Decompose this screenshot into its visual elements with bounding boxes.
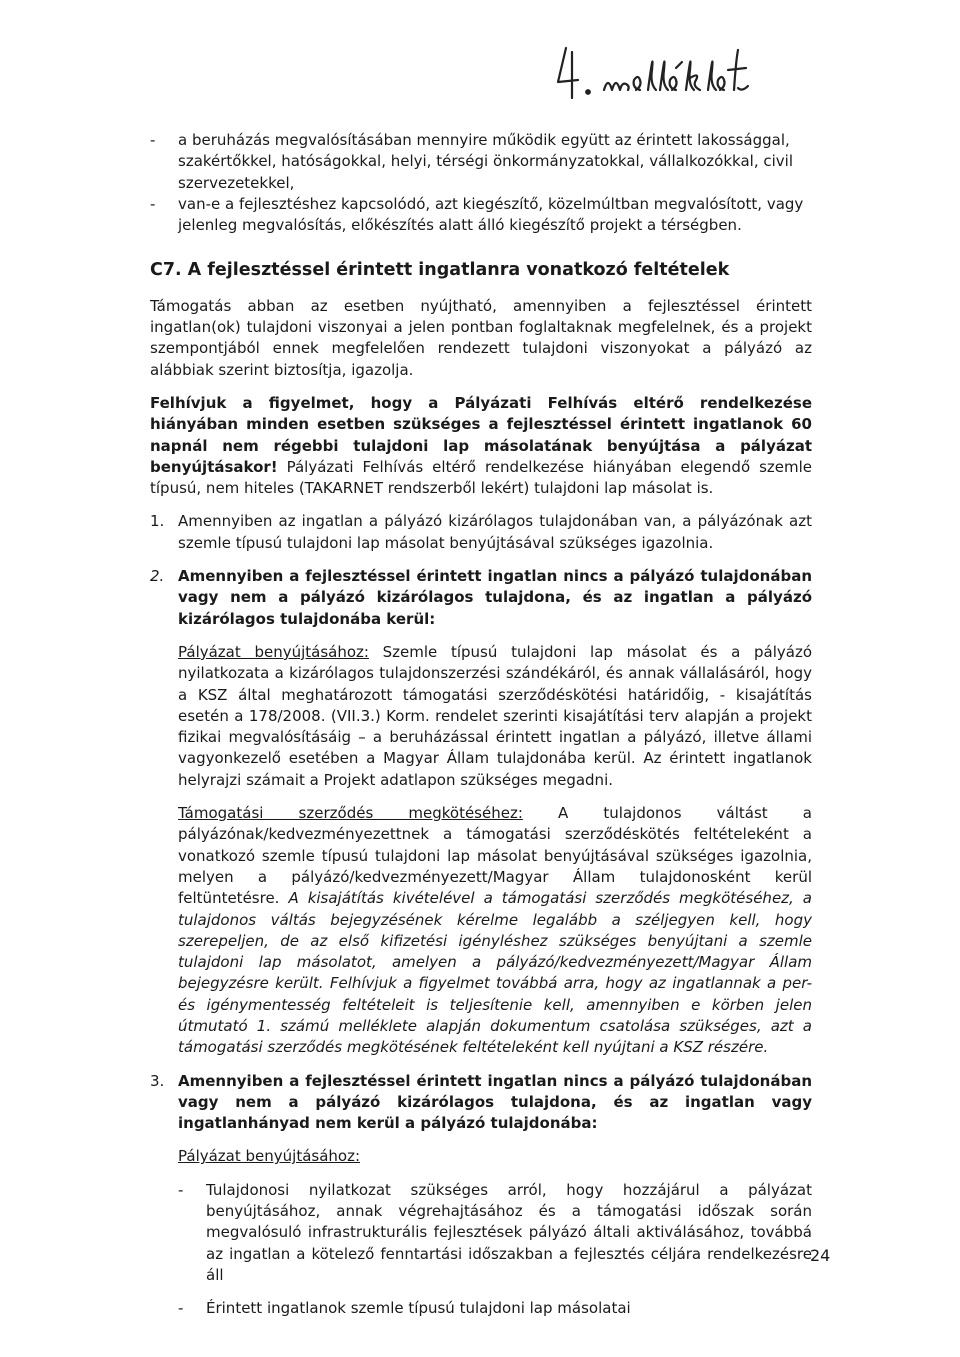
bullet-text: Tulajdonosi nyilatkozat szükséges arról, hogy hozzájárul a pályázat benyújtásához, annak végrehajtásához és a támogatási időszak során megvalósuló infrastrukturális fejlesztések pályázó általi aktiválásához, továbbá az ingatlan a kötelező fenntartási időszakban a fejlesztés céljára rendelkezésre áll xyxy=(206,1180,812,1284)
subsection-italic-text: A kisajátítás kivételével a támogatási szerződés megkötéséhez, a tulajdonos váltás bejegyzésének kérelme legalább a széljegyen kell, hogy szerepeljen, de az első kifizetési igényléshez szükséges benyújtani a szemle tulajdoni lap másolatot, amelyen a pályázó/kedvezményezett/Magyar Állam bejegyzésre került. Felhívjuk a figyelmet továbbá arra, hogy az ingatlannak a per- és igénymentesség feltételeit is teljesítenie kell, amennyiben e körben jelen útmutató 1. számú melléklete alapján dokumentum csatolása szükséges, azt a támogatási szerződés megkötésének feltételeként kell nyújtani a KSZ részére. xyxy=(178,889,812,1057)
section-label: C7. xyxy=(150,260,182,281)
numbered-item-3 xyxy=(150,1071,812,1320)
paragraph: Támogatás abban az esetben nyújtható, amennyiben a fejlesztéssel érintett ingatlan(ok) tulajdoni viszonyai a jelen pontban foglaltaknak megfelelnek, és a projekt szempontjából ennek megfelelően rendezett tulajdoni viszonyokat a pályázó az alábbiak szerint biztosítja, igazolja. xyxy=(150,296,812,379)
bullet-dash: - xyxy=(150,194,156,213)
bullet-dash: - xyxy=(150,131,156,149)
list-item xyxy=(150,130,812,194)
bullet-dash: - xyxy=(178,1180,184,1199)
bullet-text: van-e a fejlesztéshez kapcsolódó, azt kiegészítő, közelmúltban megvalósított, vagy jelenleg megvalósítás, előkészítés alatt álló kiegészítő projekt a térségben. xyxy=(178,194,804,235)
notice-text: Pályázati Felhívás eltérő rendelkezése hiányában elegendő szemle típusú, nem hiteles (TAKARNET rendszerből lekért) tulajdoni lap másolat is. xyxy=(150,457,812,498)
bullet-dash: - xyxy=(178,1299,184,1318)
item-number: 1. xyxy=(150,512,165,531)
list-item xyxy=(178,1180,812,1286)
handwritten-annotation xyxy=(552,30,802,105)
page-number: 24 xyxy=(810,1246,831,1265)
subsection-text: Szemle típusú tulajdoni lap másolat és a pályázó nyilatkozata a kizárólagos tulajdonszerzési szándékáról, és annak vállalásáról, hogy a KSZ által meghatározott támogatási szerződéskötési határidőig, - kisajátítás esetén a 178/2008. (VII.3.) Korm. rendelet szerinti kisajátítási terv alapján a projekt fizikai megvalósításáig – a beruházással érintett ingatlan a pályázó, illetve állami vagyonkezelő esetében a Magyar Állam tulajdonába kerül. Az érintett ingatlanok helyrajzi számait a Projekt adatlapon szükséges megadni. xyxy=(178,642,812,789)
subsection-text: A tulajdonos váltást a pályázónak/kedvezményezettnek a támogatási szerződéskötés feltételeként a vonatkozó szemle típusú tulajdoni lap másolat benyújtásával szükséges igazolnia, melyen a pályázó/kedvezményezett/Magyar Állam tulajdonosként kerül feltüntetésre. xyxy=(178,804,812,908)
item-title: Amennyiben a fejlesztéssel érintett ingatlan nincs a pályázó tulajdonában vagy nem a pályázó kizárólagos tulajdona, és az ingatlan vagy ingatlanhányad nem kerül a pályázó tulajdonába: xyxy=(178,1071,812,1133)
subsection-label: Támogatási szerződés megkötéséhez: xyxy=(178,804,523,823)
section-heading xyxy=(150,260,812,281)
document-body xyxy=(150,130,812,1320)
section-title: A fejlesztéssel érintett ingatlanra vonatkozó feltételek xyxy=(187,260,730,281)
item-text: Amennyiben az ingatlan a pályázó kizárólagos tulajdonában van, a pályázónak azt szemle típusú tulajdoni lap másolat benyújtásával szükséges igazolnia. xyxy=(178,512,812,552)
bullet-text: a beruházás megvalósításában mennyire működik együtt az érintett lakossággal, szakértőkkel, hatóságokkal, helyi, térségi önkormányzatokkal, vállalkozókkal, civil szervezetekkel, xyxy=(178,131,793,192)
item-title: Amennyiben a fejlesztéssel érintett ingatlan nincs a pályázó tulajdonában vagy nem a pályázó kizárólagos tulajdona, és az ingatlan a pályázó kizárólagos tulajdonába kerül: xyxy=(178,567,812,628)
paragraph-notice xyxy=(150,393,812,499)
bullet-text: Érintett ingatlanok szemle típusú tulajdoni lap másolatai xyxy=(206,1299,631,1318)
numbered-item-2 xyxy=(150,566,812,1059)
list-item xyxy=(150,194,812,237)
item-number: 3. xyxy=(150,1071,165,1090)
subsection-label: Pályázat benyújtásához: xyxy=(178,642,369,661)
notice-bold-text: Felhívjuk a figyelmet, hogy a Pályázati Felhívás eltérő rendelkezése hiányában minden esetben szükséges a fejlesztéssel érintett ingatlanok 60 napnál nem régebbi tulajdoni lap másolatának benyújtása a pályázat benyújtásakor! xyxy=(150,393,812,476)
numbered-item-1 xyxy=(150,511,812,554)
list-item xyxy=(178,1298,812,1319)
item-number: 2. xyxy=(150,567,165,586)
subsection-label: Pályázat benyújtásához: xyxy=(178,1147,361,1166)
